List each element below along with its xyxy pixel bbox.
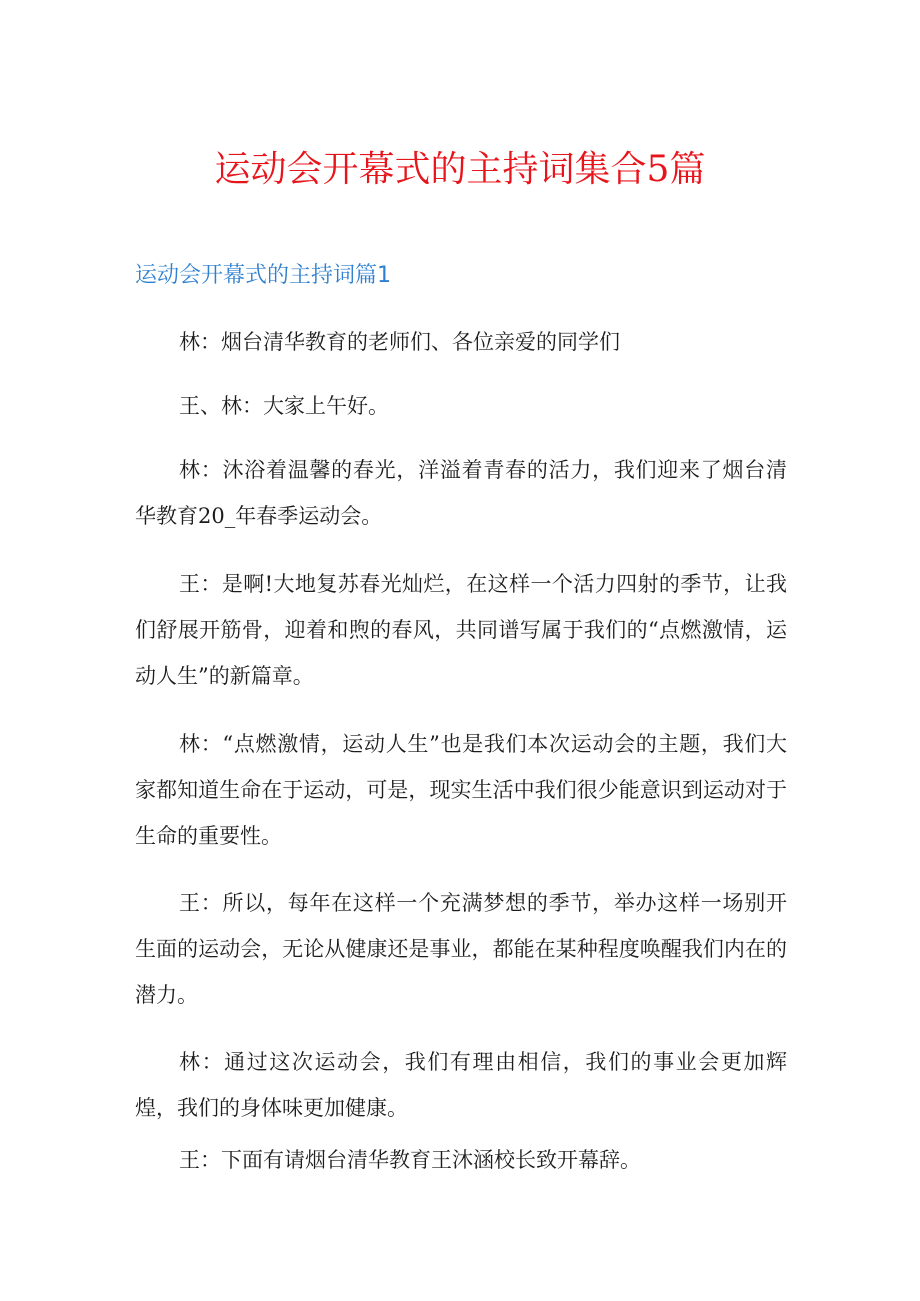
paragraph-7: 林：通过这次运动会，我们有理由相信，我们的事业会更加辉煌，我们的身体味更加健康。 <box>135 1050 787 1120</box>
paragraph-3: 林：沐浴着温馨的春光，洋溢着青春的活力，我们迎来了烟台清华教育20_年春季运动会。 <box>135 458 787 528</box>
paragraph-6: 王：所以，每年在这样一个充满梦想的季节，举办这样一场别开生面的运动会，无论从健康还是事业，都能在某种程度唤醒我们内在的潜力。 <box>135 891 787 1007</box>
paragraph-5: 林：“点燃激情，运动人生”也是我们本次运动会的主题，我们大家都知道生命在于运动，可是，现实生活中我们很少能意识到运动对于生命的重要性。 <box>135 732 787 848</box>
paragraph-1: 林：烟台清华教育的老师们、各位亲爱的同学们 <box>179 330 620 354</box>
section-heading: 运动会开幕式的主持词篇1 <box>135 263 391 288</box>
page-title: 运动会开幕式的主持词集合5篇 <box>214 149 706 190</box>
paragraph-4: 王：是啊!大地复苏春光灿烂，在这样一个活力四射的季节，让我们舒展开筋骨，迎着和煦的春风，共同谱写属于我们的“点燃激情，运动人生”的新篇章。 <box>135 572 787 688</box>
paragraph-2: 王、林：大家上午好。 <box>179 394 389 418</box>
paragraph-8: 王：下面有请烟台清华教育王沐涵校长致开幕辞。 <box>179 1148 641 1172</box>
